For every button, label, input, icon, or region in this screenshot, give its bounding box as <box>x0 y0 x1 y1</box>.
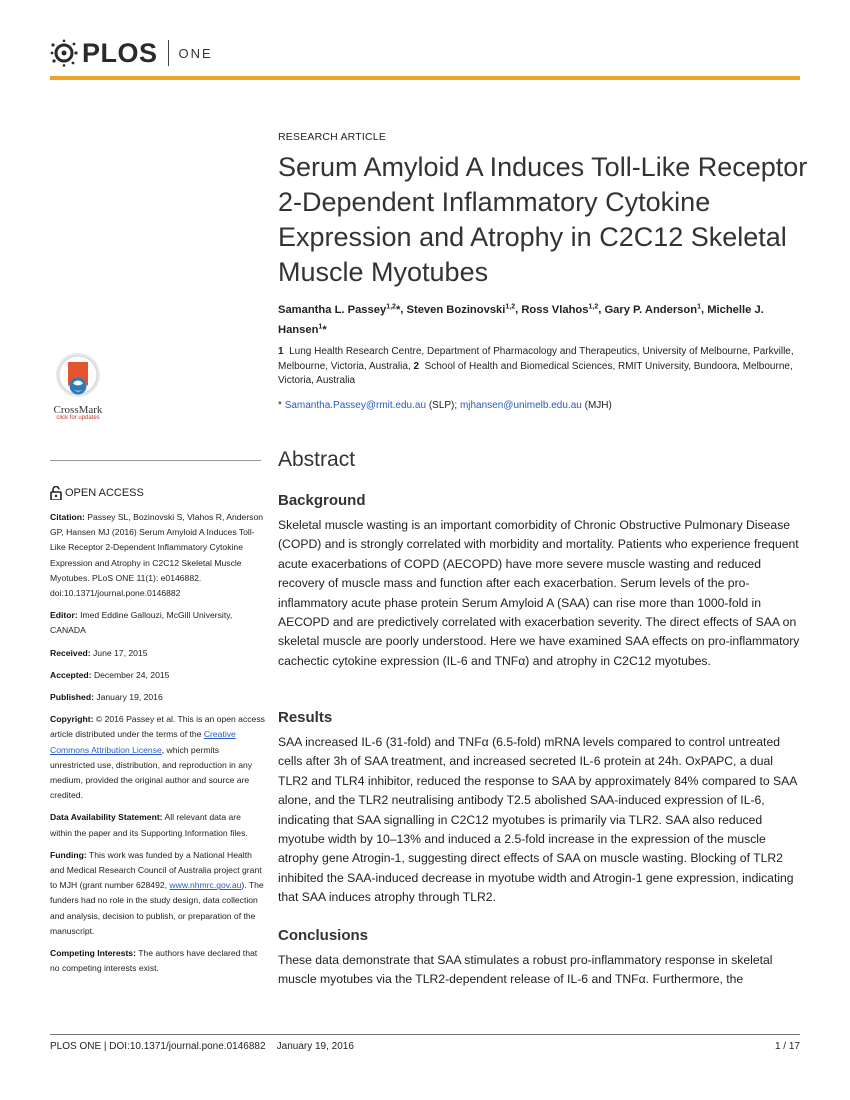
crossmark-icon <box>55 352 101 398</box>
article-info-sidebar <box>50 510 265 983</box>
citation: Citation: Passey SL, Bozinovski S, Vlahos R, Anderson GP, Hansen MJ (2016) Serum Amyloid A Induces Toll-Like Receptor 2-Dependent Inflammatory Cytokine Expression and Atrophy in C2C12 Skeletal Muscle Myotubes. PLoS ONE 11(1): e0146882. doi:10.1371/journal.pone.0146882 <box>50 512 264 599</box>
conclusions-heading: Conclusions <box>278 927 369 944</box>
crossmark-label: CrossMark <box>53 404 103 416</box>
plos-logo-icon <box>50 39 78 67</box>
copyright: Copyright: © 2016 Passey et al. This is an open access article distributed under the terms of the Creative Commons Attribution License, which permits unrestricted use, distribution, and reproduction in any medium, provided the original author and source are credited. <box>50 714 265 801</box>
author-list: Samantha L. Passey$^{1,2}$*, Steven Bozinovski$^{1,2}$, Ross Vlahos$^{1,2}$, Gary P. Anderson$^1$, Michelle J. Hansen$^1$* <box>278 303 764 337</box>
footer-citation: PLOS ONE | DOI:10.1371/journal.pone.0146882 January 19, 2016 <box>50 1041 354 1052</box>
abstract-heading: Abstract <box>278 448 356 471</box>
author-name: Ross Vlahos$^{1,2}$ <box>521 303 599 316</box>
data-availability: Data Availability Statement: All relevant data are within the paper and its Supporting Information files. <box>50 812 248 838</box>
email-link-passey[interactable]: Samantha.Passey@rmit.edu.au <box>284 400 427 411</box>
results-text: SAA increased IL-6 (31-fold) and TNFα (6.5-fold) mRNA levels compared to control untreated cells after 3h of SAA treatment, and increased secreted IL-6 protein at 24h. OxPAPC, a dual TLR2 and TLR4 inhibitor, reduced the response to SAA by approximately 84% compared to SAA alone, and the TLR2 neutralising antibody T2.5 abolished SAA-induced expression of IL-6, indicating that SAA signalling in C2C12 myotubes is primarily via TLR2. SAA also reduced myotube width by 10–13% and induced a 2.5-fold increase in the expression of the muscle atrophy gene Atrogin-1, suggesting direct effects of SAA on muscle wasting. Blocking of TLR2 inhibited the SAA-induced decrease in myotube width and Atrogin-1 gene expression, indicating that SAA induces atrophy through TLR2. <box>278 735 797 905</box>
email-link-hansen[interactable]: mjhansen@unimelb.edu.au <box>459 400 582 411</box>
editor: Editor: Imed Eddine Gallouzi, McGill University, CANADA <box>50 610 233 636</box>
nhmrc-link[interactable]: www.nhmrc.gov.au <box>169 880 242 891</box>
plos-one-logo[interactable] <box>50 38 213 68</box>
logo-divider <box>168 40 169 66</box>
author-name: Gary P. Anderson$^1$ <box>604 303 701 316</box>
conclusions-text: These data demonstrate that SAA stimulates a robust pro-inflammatory response in skeletal muscle myotubes via the TLR2-dependent release of IL-6 and TNFα. Furthermore, the <box>278 953 773 987</box>
journal-name: ONE <box>178 45 213 61</box>
funding: Funding: This work was funded by a National Health and Medical Research Council of Australia project grant to MJH (grant number 628492, www.nhmrc.gov.au). The funders had no role in the study design, data collection and analysis, decision to publish, or preparation of the manuscript. <box>50 849 264 936</box>
corresponding-authors: * Samantha.Passey@rmit.edu.au (SLP); mjhansen@unimelb.edu.au (MJH) <box>278 400 612 411</box>
open-lock-icon <box>50 486 62 500</box>
sidebar-divider <box>50 460 261 461</box>
competing-interests: Competing Interests: The authors have declared that no competing interests exist. <box>50 948 258 974</box>
brand-name: PLOS <box>82 37 158 68</box>
article-type: RESEARCH ARTICLE <box>278 131 387 143</box>
open-access-label: OPEN ACCESS <box>65 487 144 499</box>
accepted-date: Accepted: December 24, 2015 <box>50 669 170 680</box>
open-access-badge <box>50 486 144 500</box>
page-number: 1 / 17 <box>774 1041 800 1052</box>
header-accent-bar <box>50 76 800 80</box>
author-name: Steven Bozinovski$^{1,2}$ <box>406 303 516 316</box>
affiliations: 1 Lung Health Research Centre, Department of Pharmacology and Therapeutics, University of Melbourne, Parkville, Melbourne, Victoria, Australia, 2 School of Health and Biomedical Sciences, RMIT University, Bundoora, Melbourne, Victoria, Australia <box>278 346 794 386</box>
results-heading: Results <box>278 709 333 726</box>
article-title: Serum Amyloid A Induces Toll-Like Receptor 2-Dependent Inflammatory Cytokine Expression and Atrophy in C2C12 Skeletal Muscle Myotubes <box>278 152 808 287</box>
author-name: Samantha L. Passey$^{1,2}$* <box>278 303 401 316</box>
crossmark-sublabel: click for updates <box>56 415 100 421</box>
crossmark-badge[interactable] <box>50 352 106 421</box>
background-text: Skeletal muscle wasting is an important comorbidity of Chronic Obstructive Pulmonary Disease (COPD) and is strongly correlated with morbidity and mortality. Patients who experience frequent acute exacerbations of COPD (AECOPD) have more severe muscle wasting and reduced recovery of muscle mass and function after each exacerbation. Serum levels of the pro-inflammatory acute phase protein Serum Amyloid A (SAA) can rise more than 1000-fold in AECOPD and are predictively correlated with exacerbation severity. The direct effects of SAA on skeletal muscle are poorly understood. Here we have examined SAA effects on pro-inflammatory cachectic cytokine expression (IL-6 and TNFα) and atrophy in C2C12 myotubes. <box>278 518 800 668</box>
background-heading: Background <box>278 492 366 509</box>
received-date: Received: June 17, 2015 <box>50 647 148 658</box>
author-name: Michelle J. Hansen$^1$* <box>278 303 764 337</box>
cc-license-link[interactable]: Creative Commons Attribution License <box>50 729 236 755</box>
footer-divider <box>50 1034 800 1035</box>
published-date: Published: January 19, 2016 <box>50 692 163 703</box>
